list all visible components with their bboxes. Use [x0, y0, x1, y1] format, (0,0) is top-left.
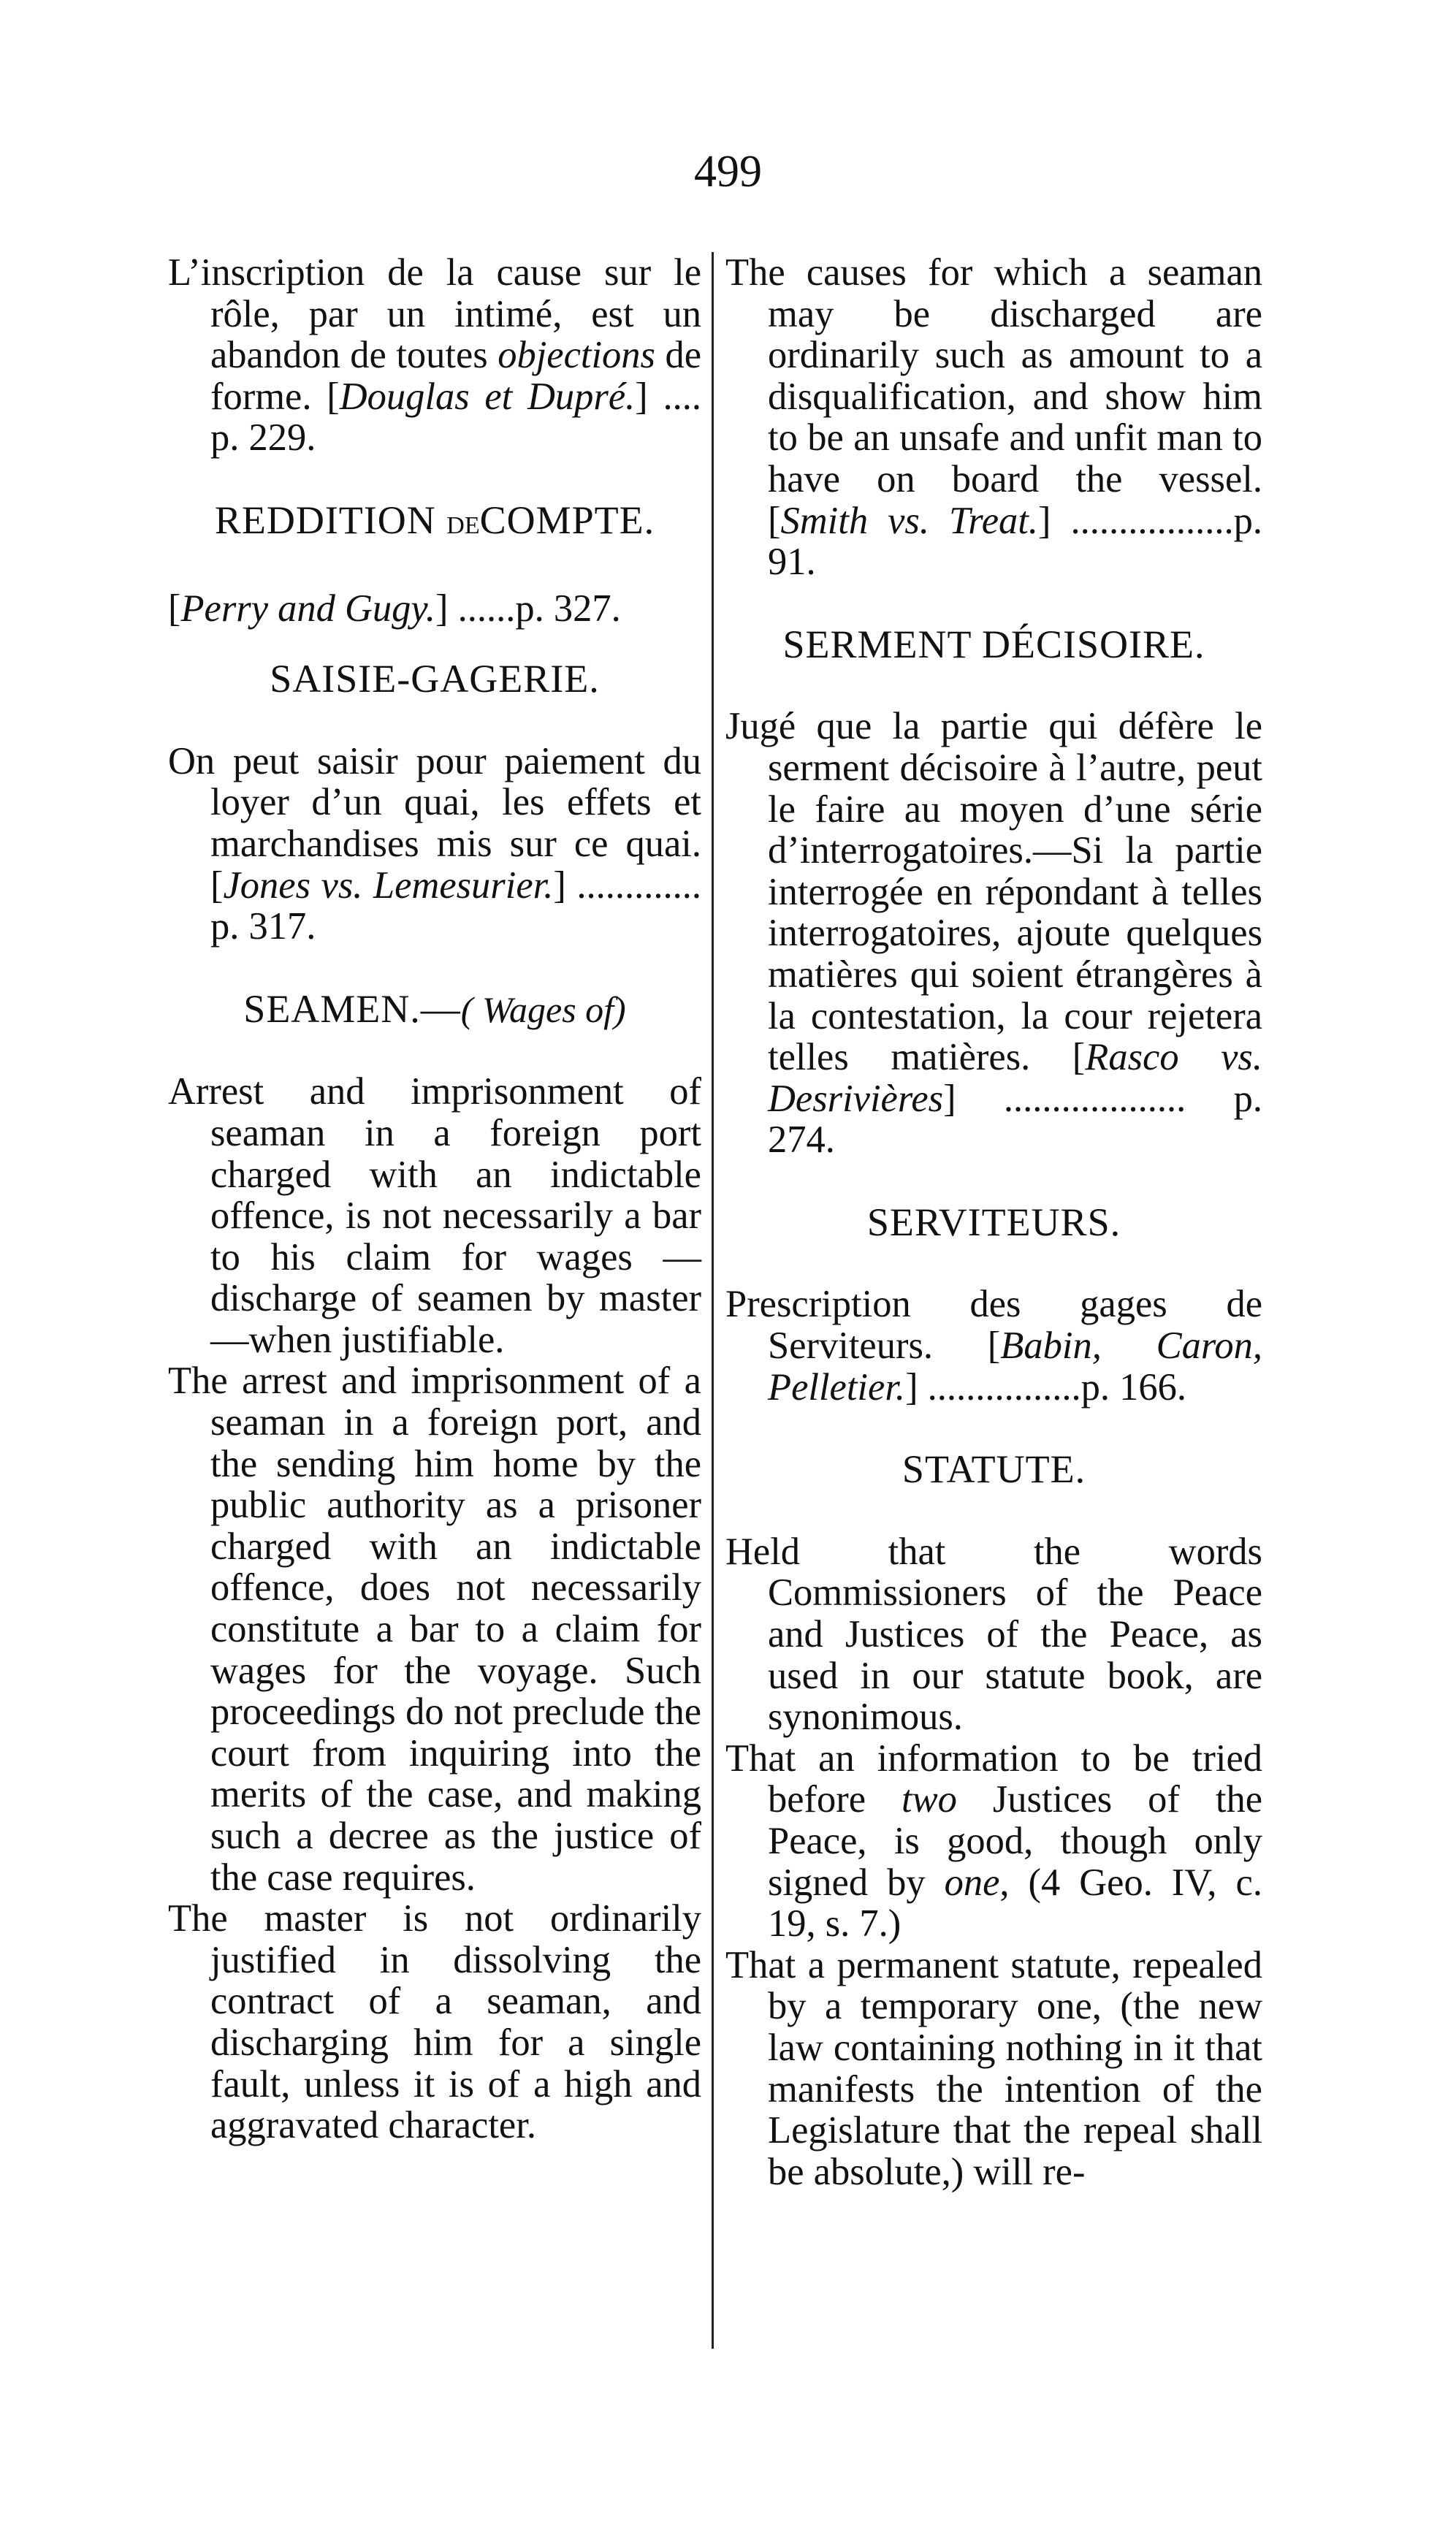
heading-statute: STATUTE. [902, 1447, 1086, 1492]
entry-permanent: That a permanent statute, repealed by a temporary one, (the new law containing nothing in it that manifests the intention of the Legislature that the repeal shall be absolute,) will re- [725, 1943, 1262, 2193]
entry-arrest-full: The arrest and imprisonment of a seaman in a foreign port, and the sending him home by the public authority as a prisoner charged with an indictable offence, does not necessarily constitute a bar to a claim for wages for the voyage. Such proceedings do not preclude the court from inquiring into the merits of the case, and making such a decree as the justice of the case requires. [168, 1360, 701, 1899]
bracket: [ [168, 587, 181, 630]
entry-master: The master is not ordinarily justified in dissolving the contract of a seaman, and discharging him for a single fault, unless it is of a high and aggravated character. [168, 1897, 701, 2147]
left-column [168, 252, 701, 2146]
case-citation: Smith vs. Treat. [780, 499, 1038, 542]
right-column [725, 252, 1262, 2192]
page-number: 499 [694, 147, 762, 197]
page-reference: ] .................p. 91. [768, 499, 1262, 584]
entry-text: On peut saisir pour paiement du loyer d’un quai, les effets et marchandises mis sur ce quai. [ [168, 739, 701, 907]
column-divider [712, 252, 714, 2349]
entry-saisie [168, 741, 701, 948]
entry-text: L’inscription de la cause sur le rôle, par un intimé, est un abandon de toutes [168, 251, 701, 377]
heading-seamen [168, 988, 701, 1031]
entry-text: That an information to be tried before [725, 1737, 1262, 1821]
case-citation: Douglas et Dupré. [339, 375, 636, 418]
page-reference: ] ................p. 166. [905, 1365, 1187, 1409]
entry-text: Prescription des gages de Serviteurs. [ [725, 1283, 1262, 1368]
entry-text: Jugé que la partie qui défère le serment décisoire à l’autre, peut le faire au moyen d’une série d’interrogatoires.—Si la partie interrogée en répondant à telles interrogatoires, ajoute quelques matières qui soient étrangères à la contestation, la cour rejetera telles matières. [ [725, 705, 1262, 1079]
heading-saisie-gagerie: SAISIE-GAGERIE. [270, 657, 600, 701]
entry-italic: two [902, 1778, 957, 1821]
heading-serviteurs: SERVITEURS. [866, 1200, 1121, 1244]
heading-reddition-de-compte [168, 500, 701, 547]
heading-part: COMPTE. [479, 498, 655, 542]
entry-inscription [168, 252, 701, 459]
page-reference: ] ......p. 327. [435, 587, 621, 630]
case-citation: Rasco vs. Desrivières [768, 1036, 1262, 1120]
entry-serment [725, 706, 1262, 1161]
case-citation: Perry and Gugy. [180, 587, 435, 630]
entry-text: The causes for which a seaman may be discharged are ordinarily such as amount to a disqualification, and show him to be an unsafe and unfit man to have on board the vessel. [ [725, 251, 1262, 542]
case-citation: Babin, Caron, Pelletier. [768, 1325, 1263, 1409]
heading-part-small: DE [446, 511, 480, 539]
case-citation: Jones vs. Lemesurier. [223, 864, 554, 907]
page-reference: ] ................... p. 274. [768, 1077, 1262, 1162]
entry-text: Justices of the Peace, is good, though only signed by [768, 1778, 1262, 1904]
heading-serment-decisoire: SERMENT DÉCISOIRE. [782, 622, 1205, 666]
entry-perry [168, 588, 701, 630]
page-reference: ] ............. p. 317. [210, 864, 701, 948]
entry-arrest-summary: Arrest and imprisonment of seaman in a foreign port charged with an indictable offence, is not necessarily a bar to his claim for wages —discharge of seamen by master—when justifiable. [168, 1070, 701, 1361]
heading-part-italic: ( Wages of) [460, 988, 626, 1030]
entry-text: , (4 Geo. IV, c. 19, s. 7.) [768, 1861, 1262, 1945]
entry-italic: one [944, 1861, 1000, 1904]
entry-information [725, 1738, 1262, 1945]
heading-part: REDDITION [214, 498, 447, 542]
entry-serviteurs [725, 1284, 1262, 1408]
entry-italic: objections [498, 334, 655, 377]
entry-held: Held that the words Commissioners of the Peace and Justices of the Peace, as used in our statute book, are synonimous. [725, 1530, 1262, 1739]
page-reference: ] .... p. 229. [210, 375, 702, 460]
entry-causes [725, 252, 1262, 583]
heading-part: SEAMEN.— [243, 986, 461, 1031]
entry-text: de forme. [ [210, 334, 701, 418]
